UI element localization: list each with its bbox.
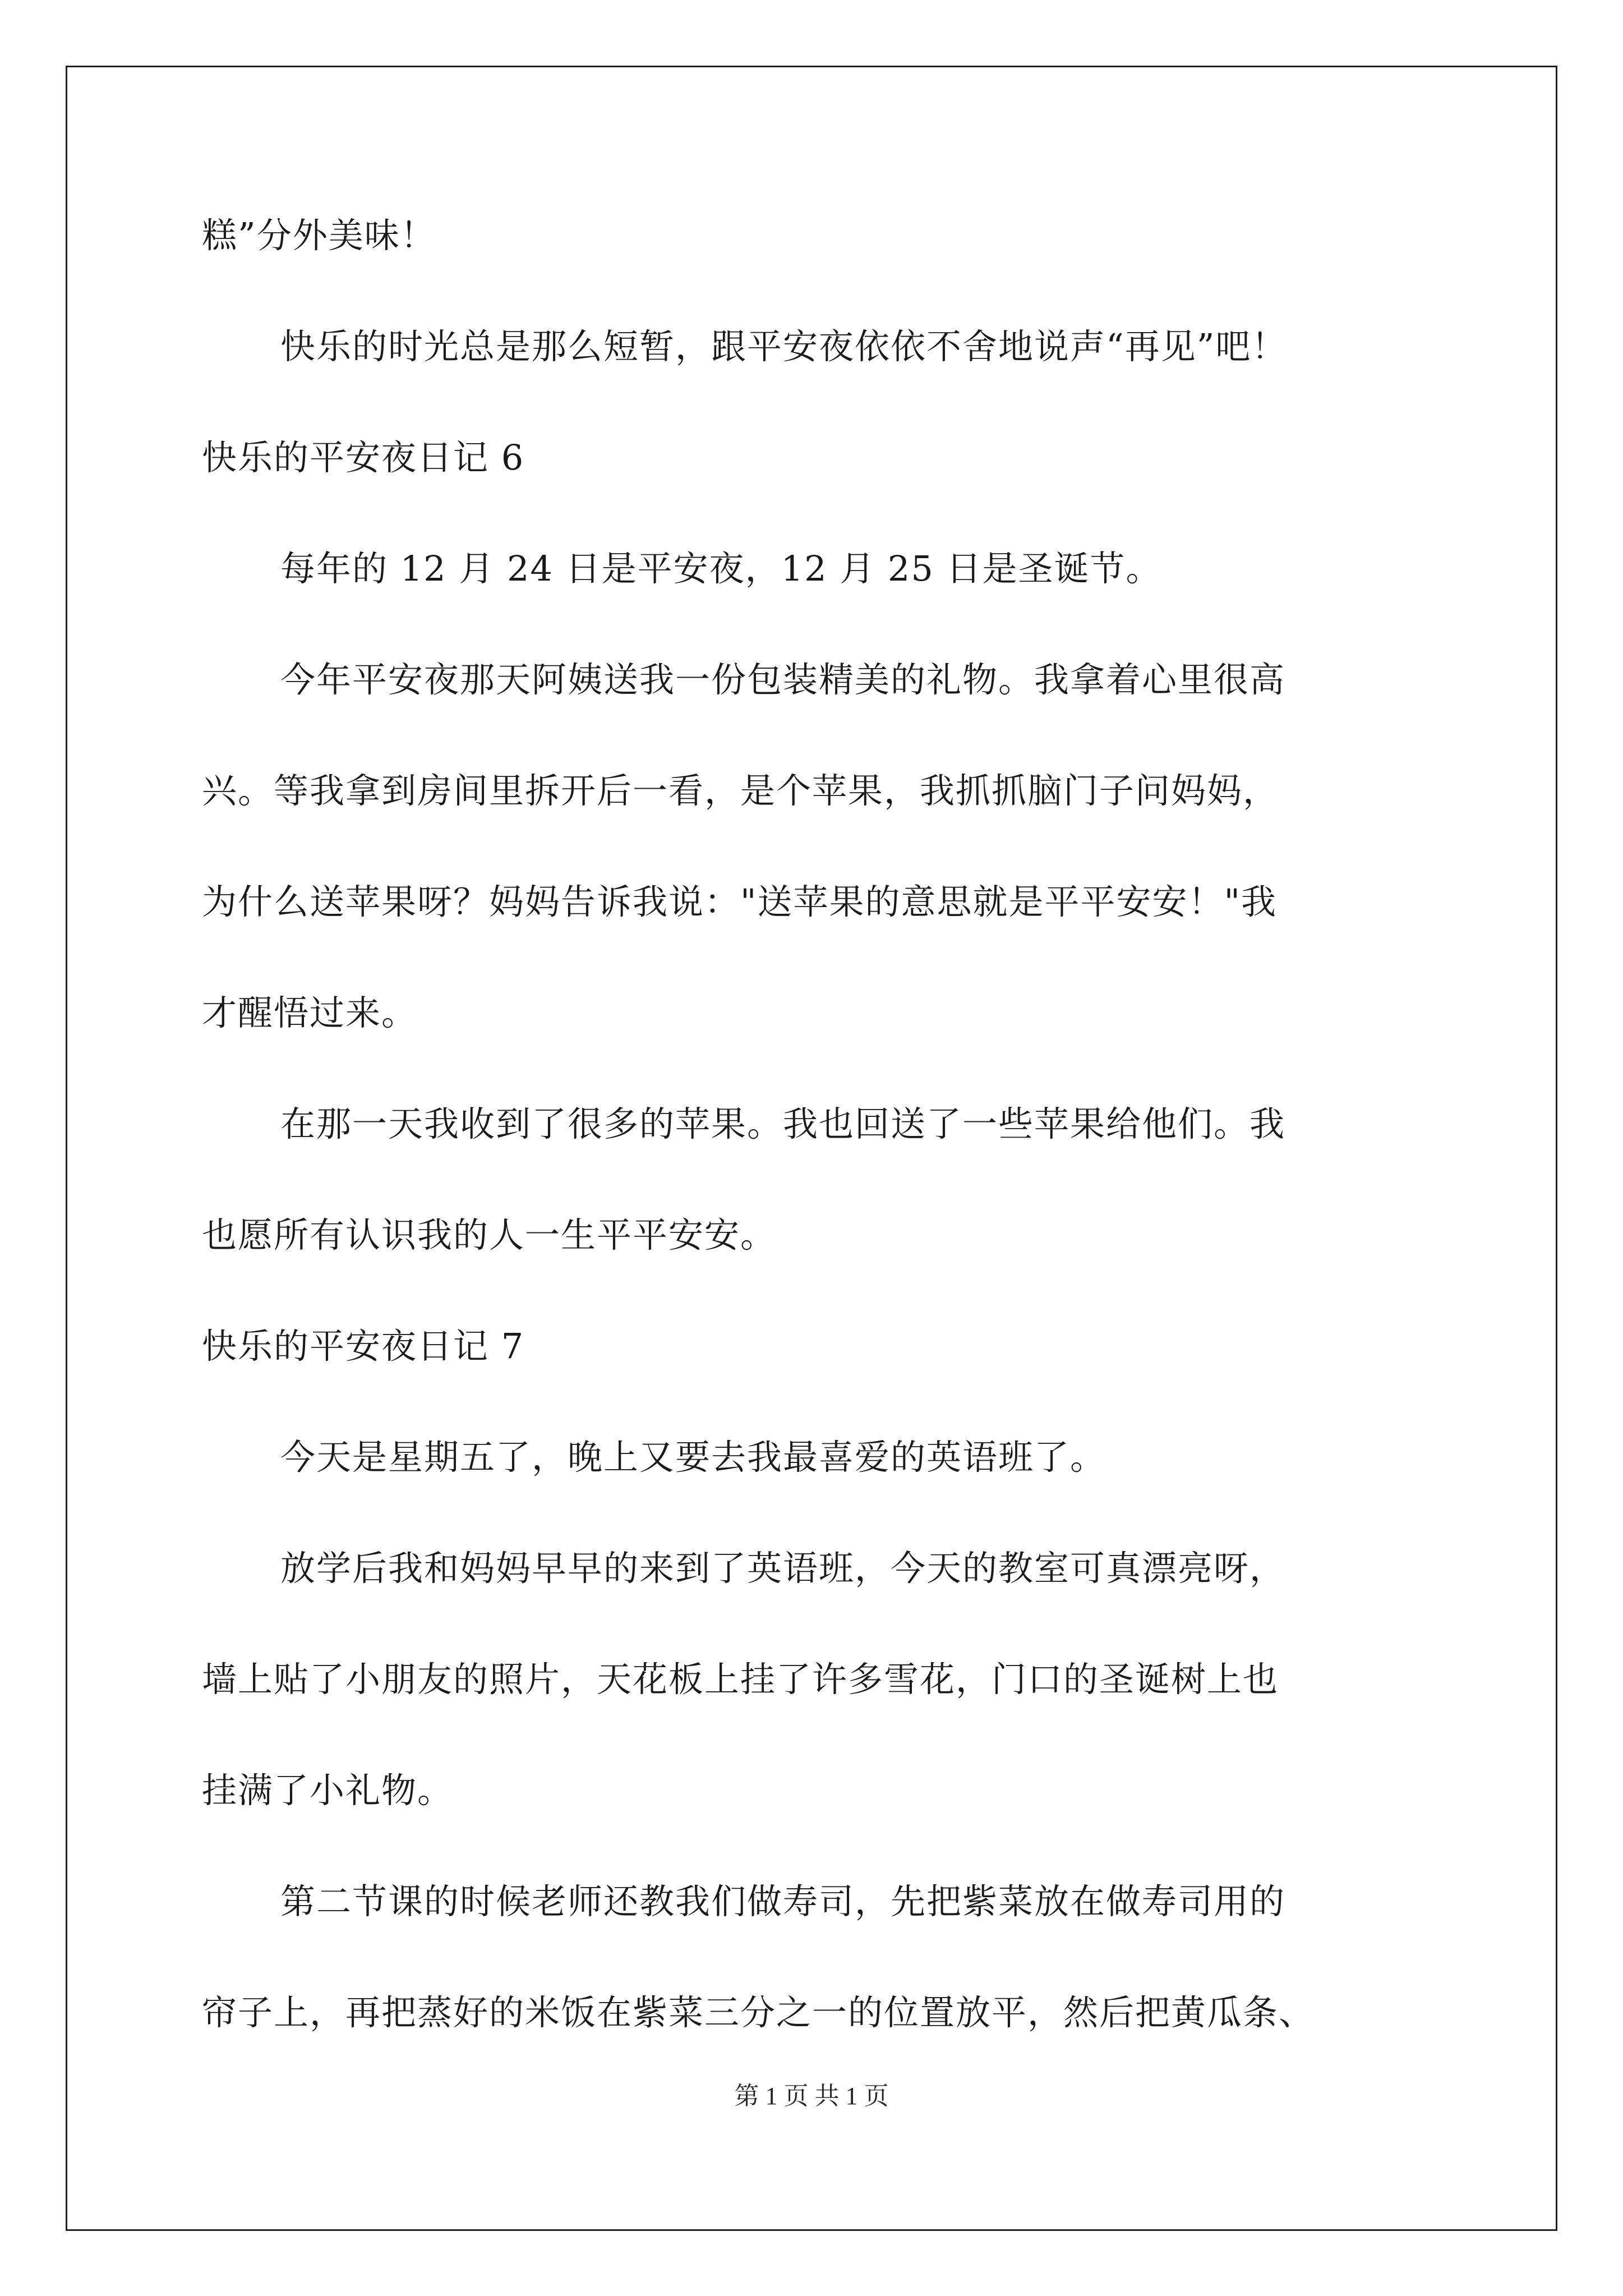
- text-line: 放学后我和妈妈早早的来到了英语班，今天的教室可真漂亮呀，: [280, 1548, 1286, 1589]
- text-line: 今年平安夜那天阿姨送我一份包装精美的礼物。我拿着心里很高: [280, 659, 1286, 700]
- section-heading: 快乐的平安夜日记 7: [202, 1326, 525, 1366]
- text-line: 也愿所有认识我的人一生平平安安。: [202, 1214, 777, 1255]
- text-line: 快乐的时光总是那么短暂，跟平安夜依依不舍地说声“再见”吧！: [280, 326, 1288, 367]
- text-line: 在那一天我收到了很多的苹果。我也回送了一些苹果给他们。我: [280, 1103, 1286, 1144]
- text-line: 兴。等我拿到房间里拆开后一看，是个苹果，我抓抓脑门子问妈妈，: [202, 770, 1279, 811]
- text-line: 今天是星期五了，晚上又要去我最喜爱的英语班了。: [280, 1437, 1106, 1478]
- text-line: 糕”分外美味！: [202, 215, 436, 256]
- text-line: 墙上贴了小朋友的照片，天花板上挂了许多雪花，门口的圣诞树上也: [202, 1659, 1279, 1700]
- text-line: 帘子上，再把蒸好的米饭在紫菜三分之一的位置放平，然后把黄瓜条、: [202, 1992, 1315, 2033]
- text-line: 为什么送苹果呀？妈妈告诉我说："送苹果的意思就是平平安安！"我: [202, 881, 1278, 922]
- page-number-footer: 第 1 页 共 1 页: [734, 2082, 889, 2110]
- text-line: 挂满了小礼物。: [202, 1770, 454, 1811]
- text-line: 第二节课的时候老师还教我们做寿司，先把紫菜放在做寿司用的: [280, 1881, 1286, 1922]
- section-heading: 快乐的平安夜日记 6: [202, 437, 525, 478]
- text-line: 每年的 12 月 24 日是平安夜，12 月 25 日是圣诞节。: [280, 548, 1162, 589]
- text-line: 才醒悟过来。: [202, 992, 418, 1033]
